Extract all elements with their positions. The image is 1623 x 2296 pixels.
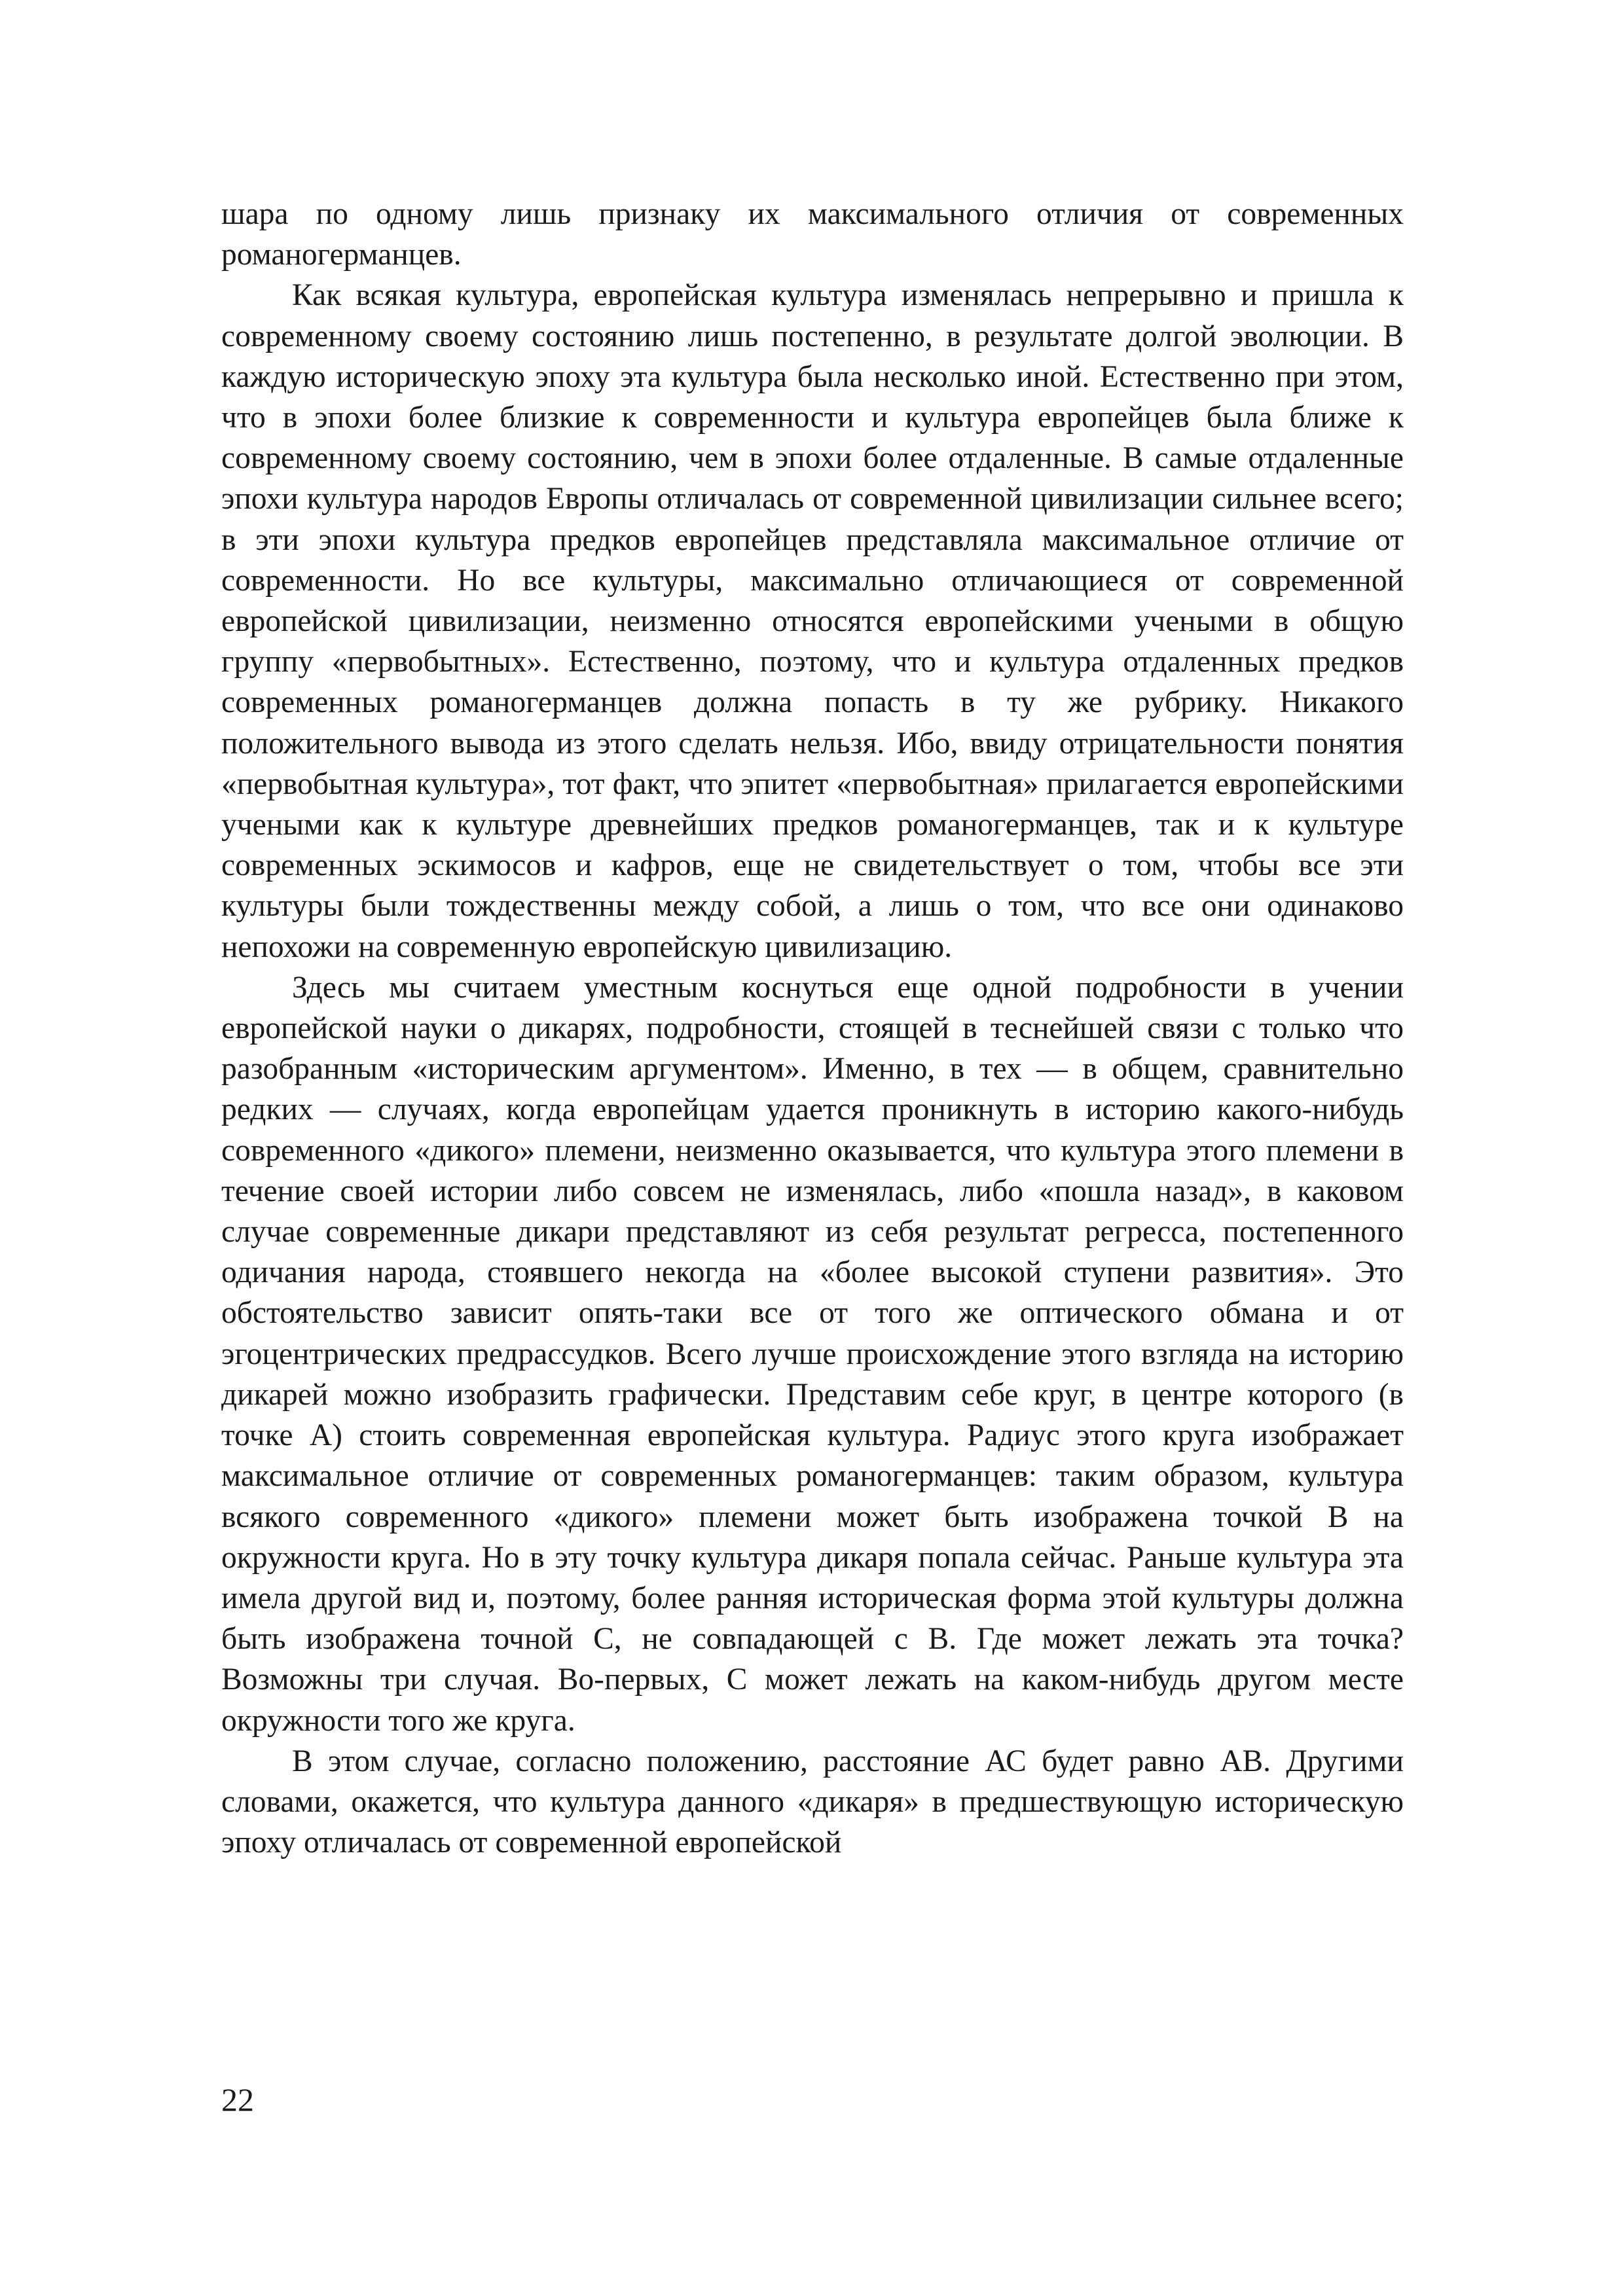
paragraph-4: В этом случае, согласно положению, расстояние АС будет равно АВ. Другими словами, окажется, что культура данного «дикаря» в предшествующую историческую эпоху отличалась от современной европейской [221, 1744, 1404, 1860]
page-body [221, 194, 1404, 1863]
paragraph-1: шара по одному лишь признаку их максимального отличия от современных романогерманцев. [221, 197, 1404, 272]
paragraph-2: Как всякая культура, европейская культура изменялась непрерывно и пришла к современному своему состоянию лишь постепенно, в результате долгой эволюции. В каждую историческую эпоху эта культура была несколько иной. Естественно при этом, что в эпохи более близкие к современности и культура европейцев была ближе к современному своему состоянию, чем в эпохи более отдаленные. В самые отдаленные эпохи культура народов Европы отличалась от современной цивилизации сильнее всего; в эти эпохи культура предков европейцев представляла максимальное отличие от современности. Но все культуры, максимально отличающиеся от современной европейской цивилизации, неизменно относятся европейскими учеными в общую группу «первобытных». Естественно, поэтому, что и культура отдаленных предков современных романогерманцев должна попасть в ту же рубрику. Никакого положительного вывода из этого сделать нельзя. Ибо, ввиду отрицательности понятия «первобытная культура», тот факт, что эпитет «первобытная» прилагается европейскими учеными как к культуре древнейших предков романогерманцев, так и к культуре современных эскимосов и кафров, еще не свидетельствует о том, чтобы все эти культуры были тождественны между собой, а лишь о том, что все они одинаково непохожи на современную европейскую цивилизацию. [221, 278, 1404, 964]
paragraph-3: Здесь мы считаем уместным коснуться еще одной подробности в учении европейской науки о дикарях, подробности, стоящей в теснейшей связи с только что разобранным «историческим аргументом». Именно, в тех — в общем, сравнительно редких — случаях, когда европейцам удается проникнуть в историю какого-нибудь современного «дикого» племени, неизменно оказывается, что культура этого племени в течение своей истории либо совсем не изменялась, либо «пошла назад», в каковом случае современные дикари представляют из себя результат регресса, постепенного одичания народа, стоявшего некогда на «более высокой ступени развития». Это обстоятельство зависит опять-таки все от того же оптического обмана и от эгоцентрических предрассудков. Всего лучше происхождение этого взгляда на историю дикарей можно изобразить графически. Представим себе круг, в центре которого (в точке А) стоить современная европейская культура. Радиус этого круга изображает максимальное отличие от современных романогерманцев: таким образом, культура всякого современного «дикого» племени может быть изображена точкой В на окружности круга. Но в эту точку культура дикаря попала сейчас. Раньше культура эта имела другой вид и, поэтому, более ранняя историческая форма этой культуры должна быть изображена точной С, не совпадающей с В. Где может лежать эта точка? Возможны три случая. Во-первых, С может лежать на каком-нибудь другом месте окружности того же круга. [221, 970, 1404, 1738]
page-number: 22 [221, 2081, 254, 2118]
